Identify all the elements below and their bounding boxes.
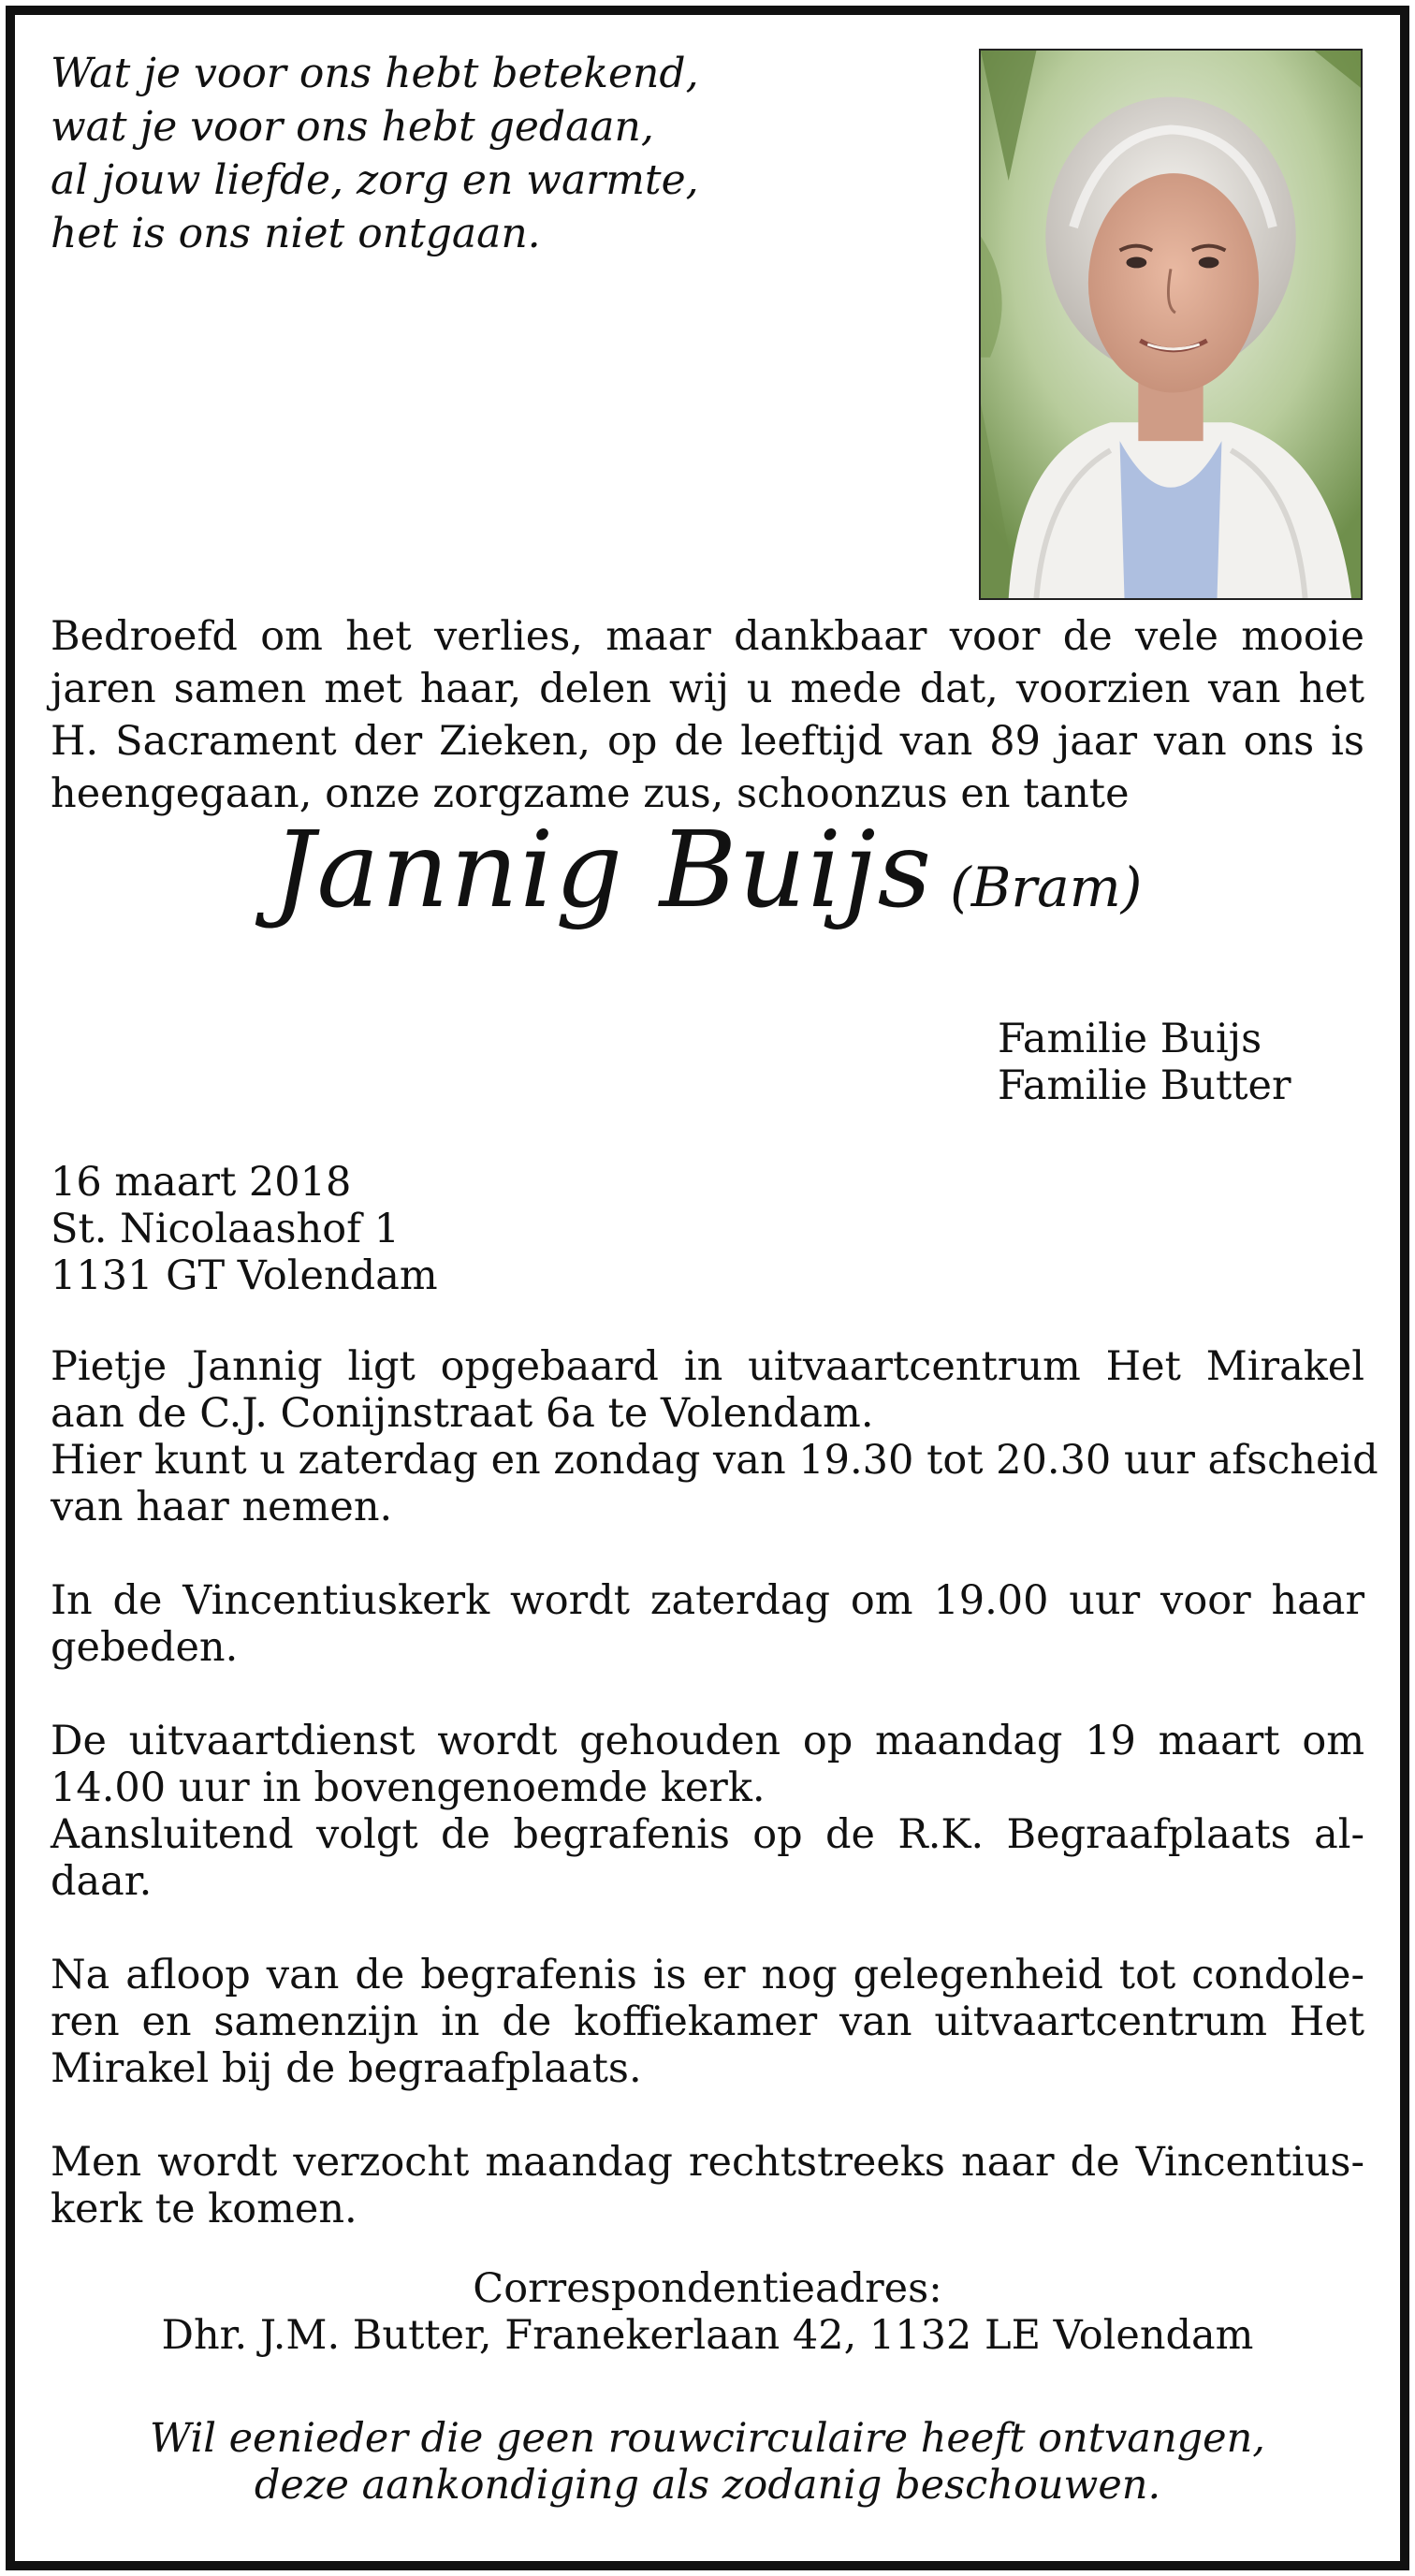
paragraph-line: De uitvaartdienst wordt gehouden op maandag 19 maart om bbox=[51, 1718, 1364, 1764]
date: 16 maart 2018 bbox=[51, 1159, 352, 1206]
family-signatories bbox=[998, 1016, 1291, 1109]
poem bbox=[51, 47, 949, 260]
intro-line: heengegaan, onze zorgzame zus, schoonzus en tante bbox=[51, 770, 1130, 817]
correspondence-address bbox=[0, 2265, 1415, 2359]
portrait-photo bbox=[979, 49, 1363, 600]
street-address: St. Nicolaashof 1 bbox=[51, 1206, 401, 1252]
paragraph-line: Na afloop van de begrafenis is er nog gelegenheid tot condole- bbox=[51, 1952, 1364, 1998]
deceased-name: Jannig Buijs bbox=[272, 810, 934, 931]
paragraph-funeral bbox=[51, 1718, 1364, 1905]
paragraph-line: Men wordt verzocht maandag rechtstreeks naar de Vincentius- bbox=[51, 2139, 1364, 2186]
closing-line: Wil eenieder die geen rouwcirculaire heeft ontvangen, bbox=[150, 2415, 1265, 2462]
poem-line: Wat je voor ons hebt betekend, bbox=[51, 50, 699, 97]
portrait-image bbox=[981, 51, 1361, 598]
deceased-nickname: (Bram) bbox=[950, 856, 1143, 919]
paragraph-prayer bbox=[51, 1577, 1364, 1671]
family-name: Familie Buijs bbox=[998, 1016, 1262, 1062]
intro-line: jaren samen met haar, delen wij u mede dat, voorzien van het bbox=[51, 666, 1364, 712]
paragraph-line: gebeden. bbox=[51, 1624, 239, 1671]
paragraph-line: In de Vincentiuskerk wordt zaterdag om 19.00 uur voor haar bbox=[51, 1577, 1364, 1624]
intro-line: H. Sacrament der Zieken, op de leeftijd van 89 jaar van ons is bbox=[51, 718, 1364, 765]
correspondence-label: Correspondentieadres: bbox=[473, 2265, 942, 2312]
paragraph-line: daar. bbox=[51, 1858, 153, 1905]
intro-line: Bedroefd om het verlies, maar dankbaar voor de vele mooie bbox=[51, 613, 1364, 660]
poem-line: het is ons niet ontgaan. bbox=[51, 210, 541, 257]
paragraph-condolences bbox=[51, 1952, 1364, 2092]
poem-line: al jouw liefde, zorg en warmte, bbox=[51, 156, 699, 204]
date-and-address bbox=[51, 1159, 438, 1299]
paragraph-line: Aansluitend volgt de begrafenis op de R.K. Begraafplaats al- bbox=[51, 1811, 1364, 1858]
paragraph-line: Pietje Jannig ligt opgebaard in uitvaartcentrum Het Mirakel bbox=[51, 1343, 1364, 1390]
deceased-name-row bbox=[0, 805, 1415, 936]
intro-text bbox=[51, 610, 1364, 820]
paragraph-line: ren en samenzijn in de koffiekamer van uitvaartcentrum Het bbox=[51, 1998, 1364, 2045]
closing-note bbox=[0, 2415, 1415, 2509]
paragraph-line: 14.00 uur in bovengenoemde kerk. bbox=[51, 1764, 766, 1811]
paragraph-viewing bbox=[51, 1343, 1379, 1530]
paragraph-line: van haar nemen. bbox=[51, 1484, 393, 1530]
paragraph-line: aan de C.J. Conijnstraat 6a te Volendam. bbox=[51, 1390, 874, 1437]
paragraph-line: kerk te komen. bbox=[51, 2186, 357, 2232]
closing-line: deze aankondiging als zodanig beschouwen. bbox=[254, 2462, 1161, 2509]
postal-city: 1131 GT Volendam bbox=[51, 1252, 438, 1299]
paragraph-line: Mirakel bij de begraafplaats. bbox=[51, 2045, 642, 2092]
paragraph-line: Hier kunt u zaterdag en zondag van 19.30 tot 20.30 uur afscheid bbox=[51, 1437, 1379, 1484]
family-name: Familie Butter bbox=[998, 1062, 1291, 1109]
poem-line: wat je voor ons hebt gedaan, bbox=[51, 103, 654, 151]
correspondence-value: Dhr. J.M. Butter, Franekerlaan 42, 1132 LE Volendam bbox=[161, 2312, 1254, 2359]
paragraph-request bbox=[51, 2139, 1364, 2232]
